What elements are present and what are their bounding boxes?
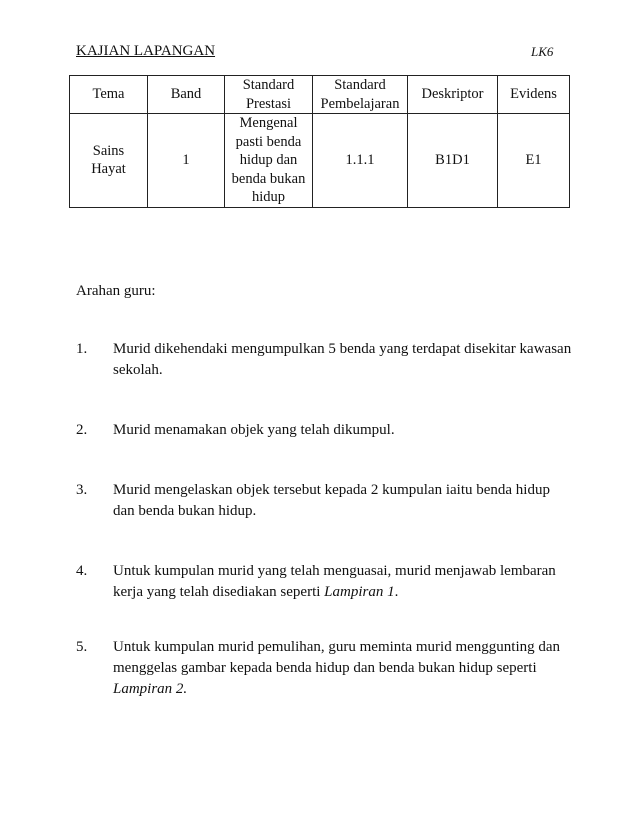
item-number: 5. — [76, 639, 88, 655]
item-end: . — [394, 584, 399, 600]
instructions-heading: Arahan guru: — [76, 283, 156, 299]
item-number: 1. — [76, 341, 88, 357]
cell-deskriptor: B1D1 — [408, 114, 498, 208]
header-tema: Tema — [70, 76, 148, 114]
header-deskriptor: Deskriptor — [408, 76, 498, 114]
cell-standard-pembelajaran: 1.1.1 — [313, 114, 408, 208]
cell-band: 1 — [148, 114, 225, 208]
item-body: Untuk kumpulan murid yang telah menguasai, murid menjawab lembaran kerja yang telah disediakan seperti — [113, 563, 556, 600]
item-text: Murid mengelaskan objek tersebut kepada 2 kumpulan iaitu benda hidup dan benda bukan hidup. — [113, 482, 550, 519]
item-number: 2. — [76, 422, 88, 438]
lampiran-reference: Lampiran 1 — [324, 584, 395, 600]
table-row — [70, 114, 570, 208]
item-body: Untuk kumpulan murid pemulihan, guru meminta murid menggunting dan menggelas gambar kepada benda hidup dan benda bukan hidup seperti — [113, 639, 561, 676]
item-text — [113, 561, 573, 603]
item-text: Murid menamakan objek yang telah dikumpul. — [113, 422, 395, 438]
item-number: 4. — [76, 563, 88, 579]
item-text — [113, 637, 573, 700]
table-header-row — [70, 76, 570, 114]
document-title: KAJIAN LAPANGAN — [76, 43, 216, 59]
header-standard-prestasi: Standard Prestasi — [225, 76, 313, 114]
header-band: Band — [148, 76, 225, 114]
item-text: Murid dikehendaki mengumpulkan 5 benda yang terdapat disekitar kawasan sekolah. — [113, 341, 572, 378]
lampiran-reference: Lampiran 2. — [113, 681, 188, 697]
item-number: 3. — [76, 482, 88, 498]
header-evidens: Evidens — [498, 76, 570, 114]
cell-standard-prestasi: Mengenal pasti benda hidup dan benda bukan hidup — [225, 114, 313, 208]
cell-evidens: E1 — [498, 114, 570, 208]
document-code: LK6 — [531, 44, 554, 59]
cell-tema: Sains Hayat — [70, 114, 148, 208]
info-table — [69, 75, 570, 208]
header-standard-pembelajaran: Standard Pembelajaran — [313, 76, 408, 114]
